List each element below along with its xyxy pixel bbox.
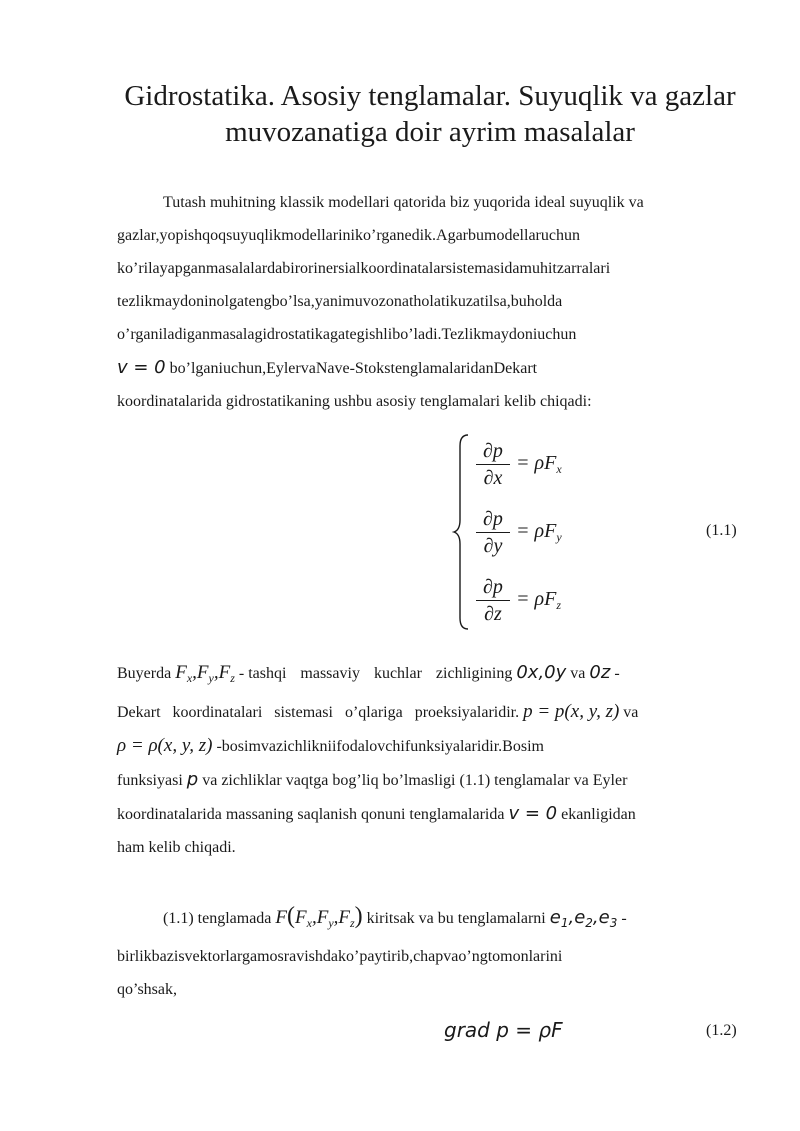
word: - <box>216 738 222 755</box>
partial-derivative <box>476 574 510 627</box>
word: uchun, <box>222 360 267 377</box>
math-density-function: ρ = ρ(x, y, z) <box>117 735 213 756</box>
word: - <box>621 910 627 927</box>
word: Buyerda <box>117 665 172 682</box>
right-hand-side: = $\rho F_z$ <box>516 588 561 612</box>
word: va <box>443 948 459 965</box>
numerator: ∂p <box>483 440 503 462</box>
word: Dekart <box>493 360 538 377</box>
word: bazis <box>151 948 185 965</box>
word: gazlar, <box>117 227 160 244</box>
word: Bosim <box>502 738 544 755</box>
word: mos <box>257 948 284 965</box>
word: teng <box>244 293 272 310</box>
word: Eyler <box>266 360 301 377</box>
right-hand-side: = $\rho F_y$ <box>516 520 562 544</box>
word: masala <box>210 326 255 343</box>
equation-number: (1.1) <box>706 522 737 539</box>
paragraph-definitions <box>117 656 742 864</box>
word: maydoni <box>152 293 209 310</box>
word: ekanligidan <box>561 806 636 823</box>
word: tegishli <box>345 326 393 343</box>
text-line <box>117 729 742 763</box>
word: ifodalovchi <box>331 738 405 755</box>
numerator: ∂p <box>483 508 503 530</box>
text-line <box>117 318 742 351</box>
word: birlik <box>117 948 152 965</box>
text: (1.1) tenglamada <box>163 910 272 927</box>
equation-row <box>476 506 562 559</box>
text-line <box>117 763 742 797</box>
word: funksiyalaridir. <box>404 738 503 755</box>
word: yani <box>314 293 343 310</box>
text-line <box>117 940 742 973</box>
equation-gradient: grad p = ρF <box>444 1018 563 1042</box>
word: nolga <box>208 293 245 310</box>
paragraph-gradient <box>117 900 742 1006</box>
math-pressure-function: p = p(x, y, z) <box>523 701 620 722</box>
word: maydoni <box>481 326 538 343</box>
text: Dekart koordinatalari sistemasi o’qlariga proeksiyalaridir. <box>117 704 520 721</box>
denominator: ∂y <box>483 535 503 557</box>
text-line <box>117 900 742 940</box>
word: o’rganiladigan <box>117 326 211 343</box>
text-line: ham kelib chiqadi. <box>117 839 236 856</box>
math-force-vector: $F(F_x,F_y,F_z)$ <box>275 903 363 930</box>
word: tezlik <box>117 293 153 310</box>
numerator: ∂p <box>483 576 503 598</box>
word: muvozonat <box>342 293 414 310</box>
word: tashqi massaviy kuchlar zichligining <box>248 665 513 682</box>
word: sistemasida <box>445 260 520 277</box>
text-line <box>117 285 742 318</box>
word: va <box>570 665 586 682</box>
word: o’ng <box>458 948 488 965</box>
subscript: x <box>556 462 562 476</box>
word: Agar <box>436 227 468 244</box>
word: funksiyasi <box>117 772 183 789</box>
text: va zichliklar vaqtga bog’liq bo’lmasligi (1.1) tenglamalar va Eyler <box>202 772 628 789</box>
word: modellar <box>484 227 541 244</box>
subscript: y <box>556 530 562 544</box>
partial-derivative <box>476 506 510 559</box>
word: Nave-Stoks <box>315 360 391 377</box>
word: bu <box>510 293 527 310</box>
text-line <box>117 252 742 285</box>
word: masalalarda <box>205 260 283 277</box>
text: kiritsak va bu tenglamalarni <box>366 910 546 927</box>
equation-row <box>476 438 562 491</box>
word: ravishda <box>283 948 338 965</box>
word: vektorlarga <box>184 948 258 965</box>
word: zarralari <box>556 260 611 277</box>
word: bu <box>468 227 484 244</box>
math-force-components: $F_x,F_y,F_z$ <box>175 662 235 685</box>
text-line: koordinatalarida gidrostatikaning ushbu asosiy tenglamalari kelib chiqadi: <box>117 393 592 410</box>
word: modellarini <box>281 227 355 244</box>
text-line <box>117 656 742 695</box>
partial-derivative <box>476 438 510 491</box>
page-title: Gidrostatika. Asosiy tenglamalar. Suyuqlik va gazlar muvozanatiga doir ayrim masalalar <box>124 80 736 148</box>
text-line <box>117 695 742 729</box>
word: edik. <box>404 227 437 244</box>
word: muhit <box>519 260 557 277</box>
word: bo’lgani <box>169 360 223 377</box>
word: holda <box>526 293 563 310</box>
equation-number: (1.2) <box>706 1022 737 1039</box>
word: inersial <box>313 260 361 277</box>
math-axis-z: 0z <box>589 662 611 683</box>
word: bo’ladi. <box>392 326 442 343</box>
word: bosim <box>221 738 261 755</box>
word: uchun <box>540 227 580 244</box>
word: uchun <box>537 326 577 343</box>
word: tomonlarini <box>487 948 563 965</box>
word: gidrostatikaga <box>254 326 346 343</box>
word: Tezlik <box>441 326 482 343</box>
word: - <box>614 665 620 682</box>
text-line: qo’shsak, <box>117 981 177 998</box>
text: koordinatalarida massaning saqlanish qonuni tenglamalarida <box>117 806 505 823</box>
word: yopishqoq <box>159 227 227 244</box>
word: ko’paytirib, <box>337 948 414 965</box>
word: va <box>260 738 276 755</box>
word: kuzatilsa, <box>449 293 511 310</box>
text-line: Tutash muhitning klassik modellari qatorida biz yuqorida ideal suyuqlik va <box>163 194 644 211</box>
word: zichlikni <box>276 738 332 755</box>
word: chap <box>413 948 444 965</box>
word: ko’rgan <box>355 227 405 244</box>
word: va <box>300 360 316 377</box>
math-v-zero: v = 0 <box>117 357 166 378</box>
text-line <box>117 219 742 252</box>
subscript: z <box>556 598 561 612</box>
math-v-zero: v = 0 <box>508 803 558 824</box>
word: biror <box>282 260 314 277</box>
word: bo’lsa, <box>271 293 315 310</box>
math-axes: 0x,0y <box>516 662 567 683</box>
word: koordinatalar <box>360 260 446 277</box>
word: suyuqlik <box>226 227 282 244</box>
equation-system <box>452 432 612 632</box>
denominator: ∂z <box>484 603 502 625</box>
math-p: p <box>186 769 199 790</box>
word: tenglamalaridan <box>390 360 494 377</box>
equation-row <box>476 574 561 627</box>
text-line <box>117 797 742 831</box>
word: holati <box>413 293 450 310</box>
right-hand-side: = $\rho F_x$ <box>516 452 562 476</box>
word: ko’rilayapgan <box>117 260 206 277</box>
paragraph-intro <box>117 186 742 418</box>
left-brace <box>452 432 472 632</box>
denominator: ∂x <box>483 467 503 489</box>
word: va <box>623 704 639 721</box>
text-line <box>117 351 742 385</box>
math-basis-vectors: $e_1,e_2,e_3$ <box>549 907 618 930</box>
word: - <box>238 665 245 682</box>
